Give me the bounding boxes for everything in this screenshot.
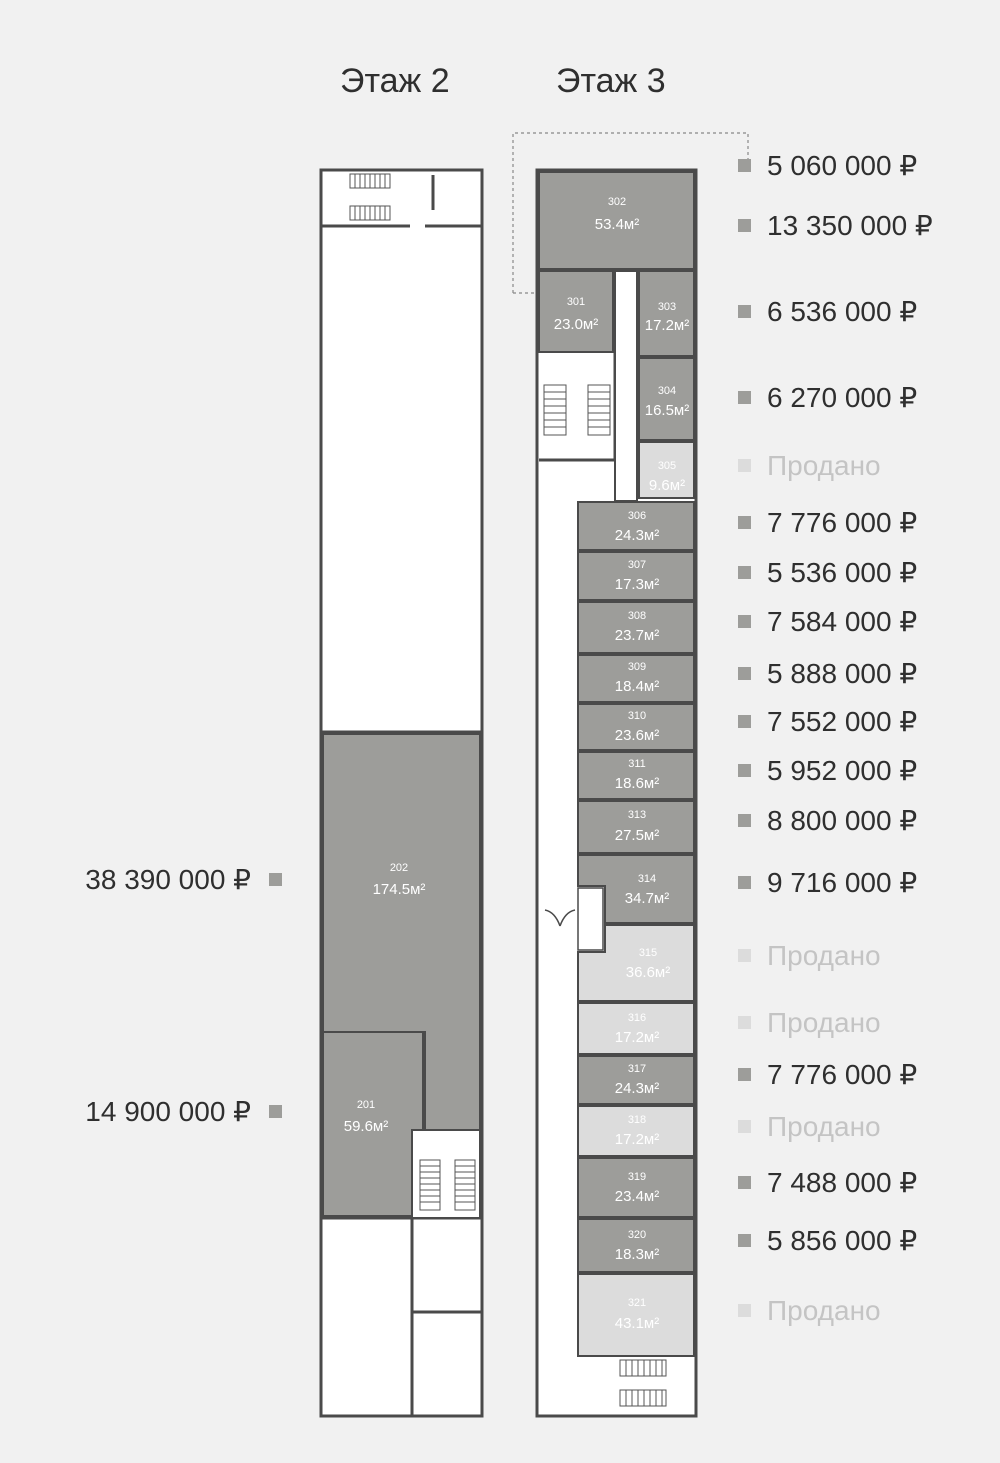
price-unit-309-value: 5 888 000 ₽ xyxy=(767,658,918,689)
price-unit-302-value: 5 060 000 ₽ xyxy=(767,150,918,181)
status-marker-icon xyxy=(269,873,282,886)
unit-316[interactable] xyxy=(578,1003,694,1054)
unit-320-number: 320 xyxy=(627,1229,647,1241)
unit-319-number: 319 xyxy=(627,1171,647,1183)
price-unit-317[interactable] xyxy=(738,1061,917,1089)
unit-314-number: 314 xyxy=(637,873,657,885)
unit-309-area: 18.4м² xyxy=(614,678,660,695)
unit-307-number: 307 xyxy=(627,559,647,571)
unit-318[interactable] xyxy=(578,1106,694,1156)
unit-306-number: 306 xyxy=(627,510,647,522)
price-unit-303[interactable] xyxy=(738,298,917,326)
unit-306[interactable] xyxy=(578,502,694,550)
price-unit-320-value: 5 856 000 ₽ xyxy=(767,1225,918,1256)
price-unit-301[interactable] xyxy=(738,212,933,240)
unit-319[interactable] xyxy=(578,1158,694,1217)
status-marker-icon xyxy=(738,1304,751,1317)
unit-303-shape xyxy=(639,271,694,356)
floor-2-title: Этаж 2 xyxy=(340,62,450,100)
unit-201[interactable] xyxy=(323,1032,423,1216)
price-unit-202-value: 38 390 000 ₽ xyxy=(85,864,251,895)
price-unit-304[interactable] xyxy=(738,384,917,412)
price-unit-311[interactable] xyxy=(738,757,917,785)
unit-305-area: 9.6м² xyxy=(648,477,686,494)
price-unit-321[interactable] xyxy=(738,1297,881,1325)
price-unit-305[interactable] xyxy=(738,452,881,480)
unit-315-number: 315 xyxy=(638,947,658,959)
price-unit-316[interactable] xyxy=(738,1009,881,1037)
unit-315-area: 36.6м² xyxy=(625,964,671,981)
price-unit-315[interactable] xyxy=(738,942,881,970)
price-unit-306-value: 7 776 000 ₽ xyxy=(767,507,918,538)
price-unit-202[interactable] xyxy=(85,866,282,894)
price-unit-304-value: 6 270 000 ₽ xyxy=(767,382,918,413)
floor-3-corridor-top xyxy=(615,271,637,501)
floor-2-stairs-bottom xyxy=(412,1130,480,1218)
unit-303-area: 17.2м² xyxy=(644,317,690,334)
unit-308-area: 23.7м² xyxy=(614,627,660,644)
price-unit-201-value: 14 900 000 ₽ xyxy=(85,1096,251,1127)
price-unit-314-value: 9 716 000 ₽ xyxy=(767,867,918,898)
status-marker-icon xyxy=(738,876,751,889)
status-marker-icon xyxy=(738,814,751,827)
price-unit-305-value: Продано xyxy=(767,450,881,481)
unit-302[interactable] xyxy=(539,172,694,269)
price-unit-315-value: Продано xyxy=(767,940,881,971)
unit-301-shape xyxy=(539,271,613,352)
unit-304[interactable] xyxy=(639,358,694,440)
status-marker-icon xyxy=(738,615,751,628)
unit-319-area: 23.4м² xyxy=(614,1188,660,1205)
unit-306-area: 24.3м² xyxy=(614,527,660,544)
unit-317-area: 24.3м² xyxy=(614,1080,660,1097)
unit-201-number: 201 xyxy=(356,1099,376,1111)
unit-318-number: 318 xyxy=(627,1114,647,1126)
unit-313[interactable] xyxy=(578,801,694,853)
unit-202-number: 202 xyxy=(389,862,409,874)
unit-305-number: 305 xyxy=(657,460,677,472)
price-unit-321-value: Продано xyxy=(767,1295,881,1326)
unit-302-area: 53.4м² xyxy=(594,216,640,233)
unit-304-area: 16.5м² xyxy=(644,402,690,419)
status-marker-icon xyxy=(738,1016,751,1029)
unit-317-number: 317 xyxy=(627,1063,647,1075)
unit-303[interactable] xyxy=(639,271,694,356)
unit-202-area: 174.5м² xyxy=(372,881,426,898)
status-marker-icon xyxy=(738,1234,751,1247)
unit-301[interactable] xyxy=(539,271,613,352)
unit-309[interactable] xyxy=(578,655,694,702)
status-marker-icon xyxy=(738,459,751,472)
unit-311-area: 18.6м² xyxy=(614,775,660,792)
price-unit-311-value: 5 952 000 ₽ xyxy=(767,755,918,786)
unit-318-area: 17.2м² xyxy=(614,1131,660,1148)
price-unit-309[interactable] xyxy=(738,660,917,688)
unit-321[interactable] xyxy=(578,1274,694,1356)
price-unit-319-value: 7 488 000 ₽ xyxy=(767,1167,918,1198)
status-marker-icon xyxy=(738,305,751,318)
unit-311[interactable] xyxy=(578,752,694,799)
unit-311-number: 311 xyxy=(628,758,646,770)
unit-307[interactable] xyxy=(578,552,694,600)
price-unit-307-value: 5 536 000 ₽ xyxy=(767,557,918,588)
floor-3-title: Этаж 3 xyxy=(556,62,666,100)
status-marker-icon xyxy=(738,1120,751,1133)
price-unit-320[interactable] xyxy=(738,1227,917,1255)
unit-302-number: 302 xyxy=(607,196,627,208)
unit-308[interactable] xyxy=(578,602,694,653)
price-unit-313-value: 8 800 000 ₽ xyxy=(767,805,918,836)
unit-305[interactable] xyxy=(639,442,694,498)
unit-320[interactable] xyxy=(578,1219,694,1272)
status-marker-icon xyxy=(738,715,751,728)
unit-313-number: 313 xyxy=(627,809,647,821)
price-unit-313[interactable] xyxy=(738,807,917,835)
price-unit-302[interactable] xyxy=(738,152,917,180)
status-marker-icon xyxy=(269,1105,282,1118)
price-unit-307[interactable] xyxy=(738,559,917,587)
status-marker-icon xyxy=(738,949,751,962)
price-unit-201[interactable] xyxy=(85,1098,282,1126)
unit-317[interactable] xyxy=(578,1056,694,1104)
price-unit-314[interactable] xyxy=(738,869,917,897)
unit-313-area: 27.5м² xyxy=(614,827,660,844)
unit-309-number: 309 xyxy=(627,661,647,673)
unit-304-shape xyxy=(639,358,694,440)
unit-310-number: 310 xyxy=(627,710,647,722)
unit-304-number: 304 xyxy=(657,385,677,397)
price-unit-318-value: Продано xyxy=(767,1111,881,1142)
unit-301-number: 301 xyxy=(566,296,586,308)
unit-303-number: 303 xyxy=(657,301,677,313)
status-marker-icon xyxy=(738,219,751,232)
unit-316-area: 17.2м² xyxy=(614,1029,660,1046)
price-unit-319[interactable] xyxy=(738,1169,917,1197)
unit-308-number: 308 xyxy=(627,610,647,622)
unit-320-area: 18.3м² xyxy=(614,1246,660,1263)
unit-310-area: 23.6м² xyxy=(614,727,660,744)
price-unit-306[interactable] xyxy=(738,509,917,537)
status-marker-icon xyxy=(738,764,751,777)
price-unit-308-value: 7 584 000 ₽ xyxy=(767,606,918,637)
price-unit-303-value: 6 536 000 ₽ xyxy=(767,296,918,327)
status-marker-icon xyxy=(738,516,751,529)
status-marker-icon xyxy=(738,1068,751,1081)
unit-301-area: 23.0м² xyxy=(553,316,599,333)
price-unit-310[interactable] xyxy=(738,708,917,736)
unit-314-area: 34.7м² xyxy=(624,890,670,907)
price-unit-308[interactable] xyxy=(738,608,917,636)
unit-321-number: 321 xyxy=(627,1297,647,1309)
price-unit-317-value: 7 776 000 ₽ xyxy=(767,1059,918,1090)
price-unit-318[interactable] xyxy=(738,1113,881,1141)
status-marker-icon xyxy=(738,1176,751,1189)
unit-316-number: 316 xyxy=(627,1012,647,1024)
unit-310[interactable] xyxy=(578,704,694,750)
unit-201-area: 59.6м² xyxy=(343,1118,389,1135)
price-unit-316-value: Продано xyxy=(767,1007,881,1038)
status-marker-icon xyxy=(738,667,751,680)
status-marker-icon xyxy=(738,159,751,172)
unit-307-area: 17.3м² xyxy=(614,576,660,593)
price-unit-310-value: 7 552 000 ₽ xyxy=(767,706,918,737)
status-marker-icon xyxy=(738,391,751,404)
price-unit-301-value: 13 350 000 ₽ xyxy=(767,210,933,241)
unit-321-area: 43.1м² xyxy=(614,1315,660,1332)
status-marker-icon xyxy=(738,566,751,579)
